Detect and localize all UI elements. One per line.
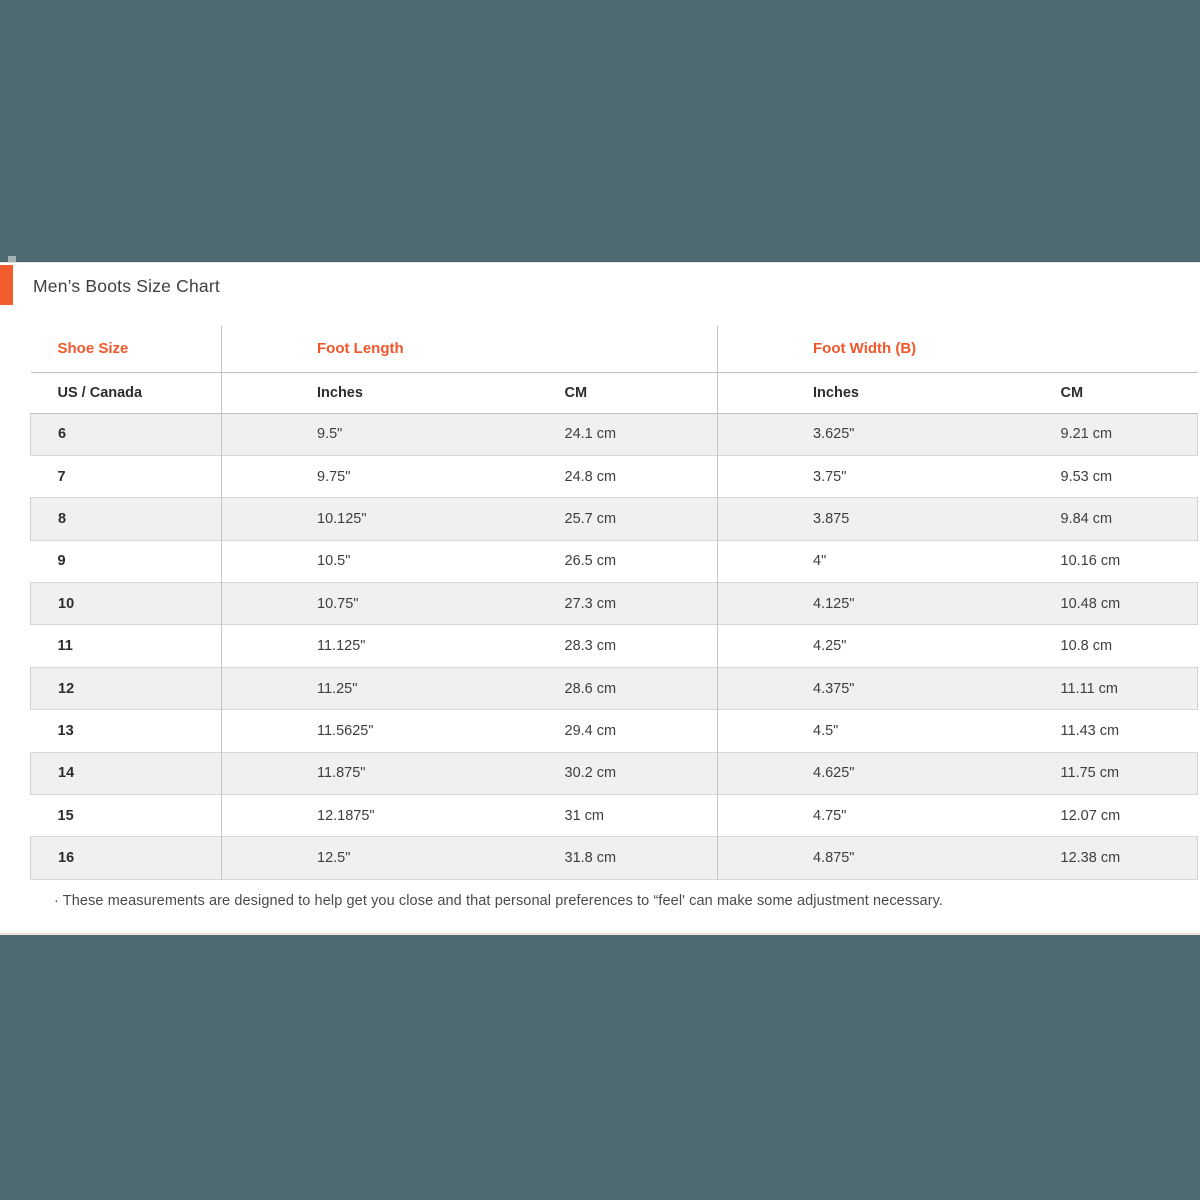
length-cm-cell: 24.8 cm	[564, 468, 617, 485]
table-row	[31, 413, 1198, 455]
length-cm-cell: 25.7 cm	[564, 510, 617, 527]
length-in-cell: 11.5625"	[222, 710, 470, 752]
size-cell: 9	[57, 553, 66, 570]
size-cell: 12	[31, 667, 222, 709]
length-in-cell: 11.875"	[222, 752, 470, 794]
sub-header-length-cm: CM	[470, 372, 718, 413]
width-cm-cell: 11.11 cm	[966, 667, 1198, 709]
group-header-row	[31, 326, 1198, 372]
size-cell: 6	[31, 413, 222, 455]
measurement-footnote: · These measurements are designed to help get you close and that personal preferences to “feel' can make some adjustment necessary.	[54, 893, 944, 909]
sub-header-width-inches: Inches	[718, 372, 966, 413]
size-cell: 11	[57, 638, 73, 655]
size-cell: 14	[31, 752, 222, 794]
width-in-cell: 4.625"	[718, 752, 966, 794]
table-body	[31, 413, 1198, 879]
width-cm-cell: 10.48 cm	[966, 583, 1198, 625]
length-cm-cell: 31 cm	[564, 807, 604, 824]
length-cm-cell: 31.8 cm	[564, 850, 617, 867]
width-cm-cell: 11.43 cm	[1060, 722, 1120, 739]
width-cm-cell: 12.07 cm	[1060, 807, 1121, 824]
size-cell: 7	[57, 468, 66, 485]
length-in-cell: 9.75"	[222, 455, 470, 497]
length-in-cell: 9.5"	[222, 413, 470, 455]
sub-header-row	[31, 372, 1198, 413]
width-in-cell: 3.875	[718, 498, 966, 540]
length-in-cell: 12.1875"	[222, 795, 470, 837]
table-row	[31, 625, 1198, 667]
width-cm-cell: 11.75 cm	[966, 752, 1198, 794]
width-cm-cell: 9.84 cm	[966, 498, 1198, 540]
table-row	[31, 752, 1198, 794]
width-in-cell: 4.25"	[718, 625, 966, 667]
length-cm-cell: 27.3 cm	[564, 595, 617, 612]
size-cell: 10	[31, 583, 222, 625]
page-title: Men’s Boots Size Chart	[33, 276, 220, 296]
length-cm-cell: 26.5 cm	[564, 553, 617, 570]
length-in-cell: 11.25"	[222, 667, 470, 709]
width-in-cell: 4.75"	[718, 795, 966, 837]
table-row	[31, 540, 1198, 582]
length-in-cell: 11.125"	[222, 625, 470, 667]
width-in-cell: 4.5"	[718, 710, 966, 752]
size-cell: 13	[57, 722, 74, 739]
length-cm-cell: 28.6 cm	[564, 680, 617, 697]
width-cm-cell: 9.53 cm	[1060, 468, 1113, 485]
width-in-cell: 4.125"	[718, 583, 966, 625]
length-in-cell: 12.5"	[222, 837, 470, 879]
length-in-cell: 10.125"	[222, 498, 470, 540]
table-row	[31, 498, 1198, 540]
table-row	[31, 837, 1198, 879]
width-cm-cell: 12.38 cm	[966, 837, 1198, 879]
length-cm-cell: 28.3 cm	[564, 638, 617, 655]
table-row	[31, 455, 1198, 497]
table-row	[31, 710, 1198, 752]
panel-top-notch	[8, 256, 16, 263]
length-cm-cell: 24.1 cm	[564, 426, 617, 443]
width-in-cell: 4.375"	[718, 667, 966, 709]
sub-header-length-inches: Inches	[222, 372, 470, 413]
width-cm-cell: 9.21 cm	[966, 413, 1198, 455]
group-header-foot-width: Foot Width (B)	[718, 326, 1198, 372]
width-cm-cell: 10.16 cm	[1060, 553, 1121, 570]
sub-header-width-cm: CM	[966, 372, 1198, 413]
length-in-cell: 10.5"	[222, 540, 470, 582]
width-in-cell: 3.75"	[718, 455, 966, 497]
length-cm-cell: 29.4 cm	[564, 722, 617, 739]
size-chart-table	[30, 326, 1198, 880]
orange-accent-bar	[0, 265, 13, 305]
group-header-shoe-size: Shoe Size	[31, 326, 222, 372]
length-cm-cell: 30.2 cm	[564, 765, 617, 782]
size-chart-panel	[0, 263, 1200, 935]
width-cm-cell: 10.8 cm	[1060, 638, 1113, 655]
width-in-cell: 3.625"	[718, 413, 966, 455]
size-cell: 8	[31, 498, 222, 540]
width-in-cell: 4.875"	[718, 837, 966, 879]
width-in-cell: 4"	[718, 540, 966, 582]
length-in-cell: 10.75"	[222, 583, 470, 625]
group-header-foot-length: Foot Length	[222, 326, 718, 372]
table-row	[31, 583, 1198, 625]
sub-header-region: US / Canada	[31, 372, 222, 413]
size-cell: 15	[57, 807, 74, 824]
size-cell: 16	[31, 837, 222, 879]
table-row	[31, 667, 1198, 709]
table-row	[31, 795, 1198, 837]
